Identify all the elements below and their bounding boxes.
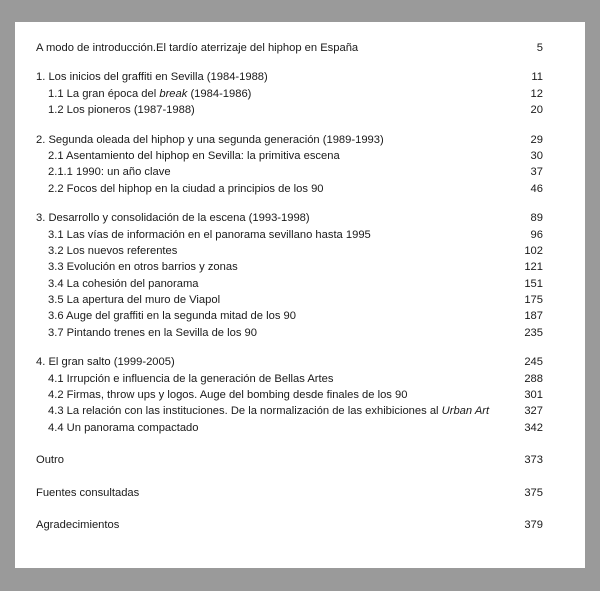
toc-entry-title: 4.2 Firmas, throw ups y logos. Auge del bombing desde finales de los 90 <box>48 389 408 402</box>
toc-entry-page: 187 <box>524 310 543 323</box>
toc-entry-section-4-4[interactable] <box>36 420 543 436</box>
toc-entry-title: 3.5 La apertura del muro de Viapol <box>48 294 221 307</box>
toc-entry-page: 121 <box>524 261 543 274</box>
toc-entry-emphasis: Urban Art <box>441 405 490 418</box>
toc-entry-title: 3.7 Pintando trenes en la Sevilla de los 90 <box>48 326 257 339</box>
toc-entry-section-3-4[interactable] <box>36 276 543 292</box>
toc-entry-title: 4.3 La relación con las instituciones. De la normalización de las exhibiciones al Urban Art <box>48 405 490 418</box>
toc-entry-page: 89 <box>530 212 543 225</box>
toc-entry-intro[interactable] <box>36 40 543 56</box>
toc-entry-title: Outro <box>36 454 64 467</box>
toc-entry-section-3-3[interactable] <box>36 259 543 275</box>
toc-entry-page: 175 <box>524 294 543 307</box>
toc-entry-page: 20 <box>530 104 543 117</box>
toc-entry-title: 4.1 Irrupción e influencia de la generación de Bellas Artes <box>48 372 334 385</box>
toc-entry-page: 29 <box>530 133 543 146</box>
toc-entry-section-1-2[interactable] <box>36 102 543 118</box>
toc-entry-title: 2. Segunda oleada del hiphop y una segunda generación (1989-1993) <box>36 133 384 146</box>
toc-entry-section-3-5[interactable] <box>36 292 543 308</box>
toc-entry-section-3-6[interactable] <box>36 308 543 324</box>
toc-entry-chapter-3[interactable] <box>36 210 543 226</box>
toc-entry-page: 11 <box>531 71 543 84</box>
toc-entry-title: 3.1 Las vías de información en el panorama sevillano hasta 1995 <box>48 228 371 241</box>
toc-entry-section-1-1[interactable] <box>36 86 543 102</box>
toc-entry-section-4-1[interactable] <box>36 371 543 387</box>
toc-entry-section-2-1[interactable] <box>36 148 543 164</box>
toc-entry-title: 3.2 Los nuevos referentes <box>48 244 178 257</box>
toc-entry-page: 5 <box>536 42 543 54</box>
toc-entry-page: 235 <box>524 326 543 339</box>
toc-entry-title: 3.3 Evolución en otros barrios y zonas <box>48 261 238 274</box>
toc-entry-title: Fuentes consultadas <box>36 486 140 499</box>
document-page <box>15 22 585 568</box>
toc-entry-chapter-4[interactable] <box>36 354 543 370</box>
toc-entry-outro[interactable] <box>36 452 543 468</box>
toc-entry-page: 151 <box>524 277 543 290</box>
toc-entry-page: 96 <box>530 228 543 241</box>
toc-entry-page: 12 <box>530 87 543 100</box>
toc-entry-section-4-2[interactable] <box>36 387 543 403</box>
toc-entry-section-3-2[interactable] <box>36 243 543 259</box>
toc-entry-page: 379 <box>524 518 543 531</box>
toc-entry-title: A modo de introducción.El tardío aterrizaje del hiphop en España <box>36 42 359 54</box>
toc-entry-page: 30 <box>530 149 543 162</box>
toc-entry-title: 2.2 Focos del hiphop en la ciudad a principios de los 90 <box>48 182 324 195</box>
toc-entry-page: 288 <box>524 372 543 385</box>
toc-entry-section-3-1[interactable] <box>36 227 543 243</box>
toc-entry-page: 327 <box>524 405 543 418</box>
toc-entry-title: 1. Los inicios del graffiti en Sevilla (1984-1988) <box>36 71 268 84</box>
toc-entry-acknowledgements[interactable] <box>36 517 543 533</box>
toc-entry-page: 373 <box>524 454 543 467</box>
toc-entry-title: 4. El gran salto (1999-2005) <box>36 356 175 369</box>
table-of-contents <box>36 40 543 533</box>
toc-entry-section-3-7[interactable] <box>36 325 543 341</box>
toc-entry-page: 375 <box>524 486 543 499</box>
toc-entry-title: 2.1 Asentamiento del hiphop en Sevilla: la primitiva escena <box>48 149 340 162</box>
toc-entry-title: 1.2 Los pioneros (1987-1988) <box>48 104 195 117</box>
toc-entry-title: 3. Desarrollo y consolidación de la escena (1993-1998) <box>36 212 310 225</box>
toc-entry-chapter-2[interactable] <box>36 132 543 148</box>
toc-entry-page: 301 <box>524 389 543 402</box>
toc-entry-page: 46 <box>530 182 543 195</box>
toc-entry-title: 4.4 Un panorama compactado <box>48 421 199 434</box>
toc-entry-page: 102 <box>524 244 543 257</box>
toc-entry-section-4-3[interactable] <box>36 403 543 419</box>
toc-entry-emphasis: break <box>159 87 188 100</box>
toc-entry-section-2-2[interactable] <box>36 181 543 197</box>
toc-entry-page: 342 <box>524 421 543 434</box>
toc-entry-title: 1.1 La gran época del break (1984-1986) <box>48 87 252 100</box>
toc-entry-title: Agradecimientos <box>36 518 120 531</box>
toc-entry-title: 3.4 La cohesión del panorama <box>48 277 199 290</box>
toc-entry-chapter-1[interactable] <box>36 69 543 85</box>
toc-entry-page: 245 <box>524 356 543 369</box>
toc-entry-sources[interactable] <box>36 485 543 501</box>
toc-entry-title: 3.6 Auge del graffiti en la segunda mitad de los 90 <box>48 310 296 323</box>
toc-entry-title: 2.1.1 1990: un año clave <box>48 166 171 179</box>
toc-entry-page: 37 <box>530 166 543 179</box>
toc-entry-section-2-1-1[interactable] <box>36 164 543 180</box>
